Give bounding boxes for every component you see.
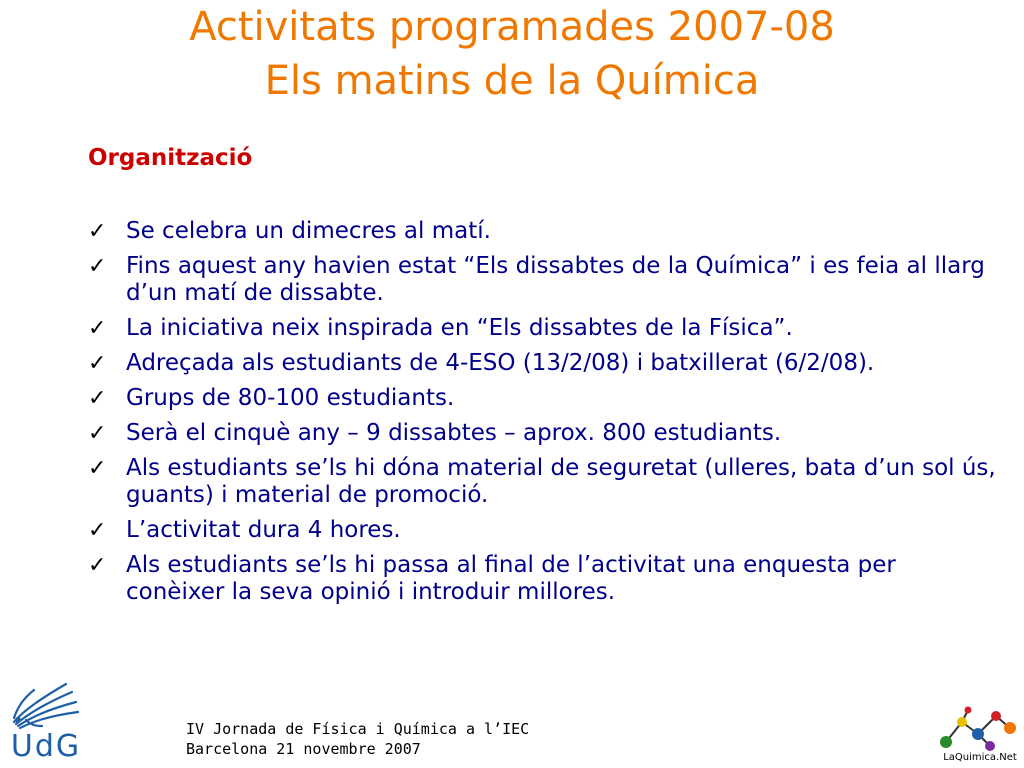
checkmark-icon: ✓	[88, 219, 107, 244]
checkmark-icon: ✓	[88, 518, 107, 543]
bullet-item	[88, 253, 1000, 307]
bullet-text: Grups de 80-100 estudiants.	[126, 385, 455, 411]
bullet-item	[88, 218, 1000, 245]
footer	[186, 719, 529, 759]
checkmark-icon: ✓	[88, 316, 107, 341]
bullet-text: La iniciativa neix inspirada en “Els dissabtes de la Física”.	[126, 315, 793, 341]
bullet-item	[88, 420, 1000, 447]
laquimica-logo-text: LaQuimica.Net	[943, 752, 1017, 763]
bullet-text: Adreçada als estudiants de 4-ESO (13/2/08) i batxillerat (6/2/08).	[126, 350, 875, 376]
bullet-text: Als estudiants se’ls hi passa al final de l’activitat una enquesta per conèixer la seva opinió i introduir millores.	[126, 552, 896, 605]
footer-event: IV Jornada de Física i Química a l’IEC	[186, 720, 530, 738]
bullet-text: Fins aquest any havien estat “Els dissabtes de la Química” i es feia al llarg d’un matí de dissabte.	[126, 253, 985, 306]
udg-logo-text: UdG	[10, 729, 82, 764]
footer-date: Barcelona 21 novembre 2007	[186, 740, 421, 758]
slide-title-line2: Els matins de la Química	[264, 58, 760, 104]
checkmark-icon: ✓	[88, 456, 107, 481]
bullet-text: L’activitat dura 4 hores.	[126, 517, 401, 543]
bullet-item	[88, 517, 1000, 544]
checkmark-icon: ✓	[88, 553, 107, 578]
bullet-item	[88, 315, 1000, 342]
bullet-list	[88, 218, 1000, 614]
checkmark-icon: ✓	[88, 421, 107, 446]
bullet-text: Als estudiants se’ls hi dóna material de seguretat (ulleres, bata d’un sol ús, guants) i material de promoció.	[126, 455, 996, 508]
checkmark-icon: ✓	[88, 386, 107, 411]
laquimica-molecule-logo-icon	[938, 706, 1020, 756]
bullet-item	[88, 455, 1000, 509]
bullet-item	[88, 385, 1000, 412]
checkmark-icon: ✓	[88, 351, 107, 376]
bullet-text: Se celebra un dimecres al matí.	[126, 218, 491, 244]
bullet-item	[88, 552, 1000, 606]
bullet-item	[88, 350, 1000, 377]
slide-title-line1: Activitats programades 2007-08	[189, 4, 835, 50]
checkmark-icon: ✓	[88, 254, 107, 279]
bullet-text: Serà el cinquè any – 9 dissabtes – aprox. 800 estudiants.	[126, 420, 782, 446]
section-heading: Organització	[88, 145, 253, 171]
